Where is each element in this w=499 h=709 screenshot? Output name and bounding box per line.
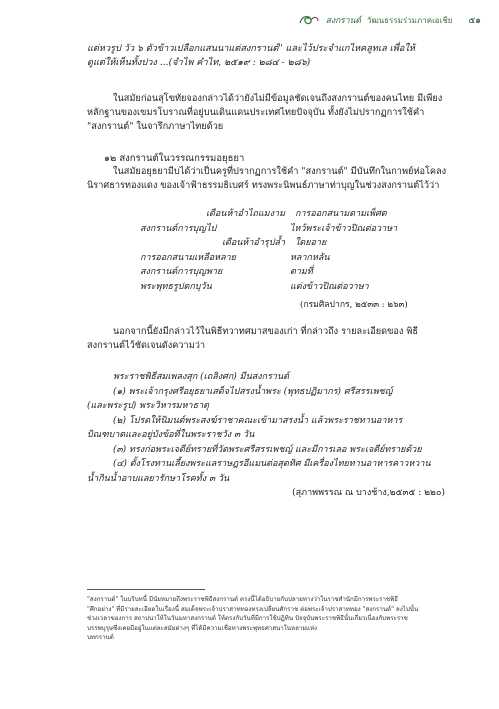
poem-left: เดือนห้าอำรุปล้ำ (221, 238, 285, 248)
poem-right: การออกสนามตามเพ็ศต (295, 209, 387, 219)
footnote-line: บทกรานต์ (87, 634, 114, 641)
rites-item: บิณฑบาตและอยู่บังข้อที่ในพระราชวัง ๓ วัน (87, 430, 255, 440)
rites-item: น้ำกินน้ำอาบแลยารักษาโรคทั้ง ๓ วัน (87, 473, 230, 484)
paragraph-line: นิราศธารทองแดง ของเจ้าฟ้าธรรมธิเบศร์ ทรงพระนิพนธ์ภาษาท่าบุญในช่วงสงกรานต์ไว้ว่า (87, 180, 440, 191)
paragraph-3 (87, 325, 471, 353)
poem-left: เดือนห้าอำไถแมงาม (205, 209, 285, 219)
poem-row (140, 265, 440, 280)
poem-left: พระพุทธรูปตกบุวัน (140, 281, 212, 292)
section-heading (104, 151, 244, 166)
footnote (87, 595, 471, 643)
songkran-logo-icon (298, 13, 320, 27)
footnote-line: บรรพบุรุษซึ่งเคยมีอยู่ในแต่ละสมัยต่างๆ ที่ได้มีความเชื่อทางพระพุทธศาสนาในหลายแห่ง (87, 624, 318, 632)
page-number: ๕๑ (468, 16, 481, 26)
header-subtitle: วัฒนธรรมร่วมภาคเอเชีย (366, 15, 453, 25)
rites-item: (๔) ตั้งโรงทานเลี้ยงพระแลราษฎรอีแมนต่อสุดทิศ มีเครื่องไทยทานอาหารคาวหวาน (113, 459, 431, 469)
poem-row (140, 236, 440, 251)
section-title: สงกรานต์ในวรรณกรรมอยุธยา (119, 153, 245, 164)
intro-quote (87, 42, 471, 70)
intro-quote-line: ดูแต่ให้เห็นทั้งปวง ...(จำไพ คำไท, ๒๕๑๙ : ๒๘๔ - ๒๘๖) (87, 57, 311, 68)
footnote-line: "ศึกอย่าง" ที่มีรายละเอียดในเรื่องนี้ สมเด็จพระเจ้าปราสาททองทรงเปลี่ยนศักราช ต่อพระเจ้าปราสาททอง "สงกรานต์" ลงไปนั้น (87, 605, 419, 613)
paragraph-line: หลักฐานของเขมรโบราณที่อยู่บนเดินแดนประเทศไทยปัจจุบัน ทั้งยังไม่ปรากฏการใช้คำ (87, 107, 425, 118)
footnote-line: ช่วงเวลาของการ สถาปนาให้ในวันมหาสงกรานต์ ให้ตรงกับวันที่มีการใช้ปฏิทิน ปัจจุบันพระราชพิธีนั้นเกี่ยวเนื่องกับพระราช (87, 615, 408, 622)
poem-right: ไหว้พระเจ้าข้าวปิณต่อวาษา (290, 223, 398, 234)
poem-right: ตามที่ (290, 267, 313, 277)
paragraph-line: "สงกรานต์" ในจารึกภาษาไทยด้วย (87, 121, 224, 132)
paragraph-1 (87, 92, 471, 134)
rites-list (87, 370, 471, 501)
poem-right: ใดยอาย (295, 238, 327, 248)
intro-quote-line: แต่หวรูป วัว ๖ ตัวข้าวเปลือกแสนนาแต่สงกรานต์" และไว้ประจำแกไหคลูทเล เพื่อให้ (87, 43, 415, 54)
paragraph-line: ในสมัยอยุธยามีบได้ว่าเป็นครูที่ปรากฏการใช้คำ "สงกรานต์" มีบันทึกในกาพย์ห่อโคลง (113, 166, 447, 177)
poem-right: หลากหลัน (290, 252, 330, 263)
footnote-line: "สงกรานต์" ในบริบทนี้ มีนัยหมายถึงพระราชพิธีสงกรานต์ ตรงนี้ได้อธิบายกับปลายทางว่าในราชสำนักมีการพระราชพิธี (87, 596, 398, 603)
poem-row (140, 251, 440, 266)
rites-item: (๑) พระเจ้ากรุงศรีอยุธยาเสด็จไปสรงน้ำพระ (พุทธปฏิมากร) ศรีสรรเพชญ์ (113, 386, 393, 397)
paragraph-line: นอกจากนี้ยังมีกล่าวไว้ในพิธีทวาทศมาสของเก่า ที่กล่าวถึง รายละเอียดของ พิธี (113, 326, 418, 337)
poem-left: สงกรานต์การบุญไป (140, 223, 217, 234)
poem-row (140, 207, 440, 222)
page-header (298, 10, 481, 30)
footnote-divider (87, 589, 205, 590)
poem-source: (กรมศิลปากร, ๒๕๓๓ : ๒๖๓) (300, 300, 408, 310)
rites-item: (และพระรูป) พระวิหารมหาธาตุ (87, 401, 209, 411)
section-number: ๑๒ (104, 153, 117, 164)
poem-row (140, 222, 440, 237)
rites-item: (๒) โปรดให้นิมนต์พระสงฆ์ราชาคณะเข้ามาสรงน้ำ แล้วพระราชทานอาหาร (113, 415, 403, 426)
rites-heading: พระราชพิธีสมเพลงสุก (เถลิงศก) มีนสงกรานต์ (113, 372, 289, 382)
paragraph-line: สงกรานต์ไว้ชัดเจนดังความว่า (87, 340, 206, 351)
poem-block (140, 207, 440, 294)
rites-item: (๓) ทรงก่อพระเจดีย์ทรายที่วัดพระศรีสรรเพชญ์ และมีการเลอ พระเจดีย์ทรายด้วย (113, 444, 422, 455)
poem-row (140, 280, 440, 295)
paragraph-2 (87, 165, 471, 193)
header-brand: สงกรานต์ (325, 16, 361, 26)
poem-left: การออกสนามเหลือหลาย (140, 252, 236, 263)
rites-source: (สุภาพพรรณ ณ บางช้าง,๒๕๓๕ : ๒๒๐) (292, 488, 445, 498)
poem-right: แต่งข้าวปิณต่อวาษา (290, 281, 369, 292)
poem-left: สงกรานต์การบุญพาย (140, 267, 223, 277)
paragraph-line: ในสมัยก่อนสุโขทัยจองกล่าวได้ว่ายังไม่มีข้อมูลชัดเจนถึงสงกรานต์ของคนไทย มีเพียง (113, 93, 443, 104)
